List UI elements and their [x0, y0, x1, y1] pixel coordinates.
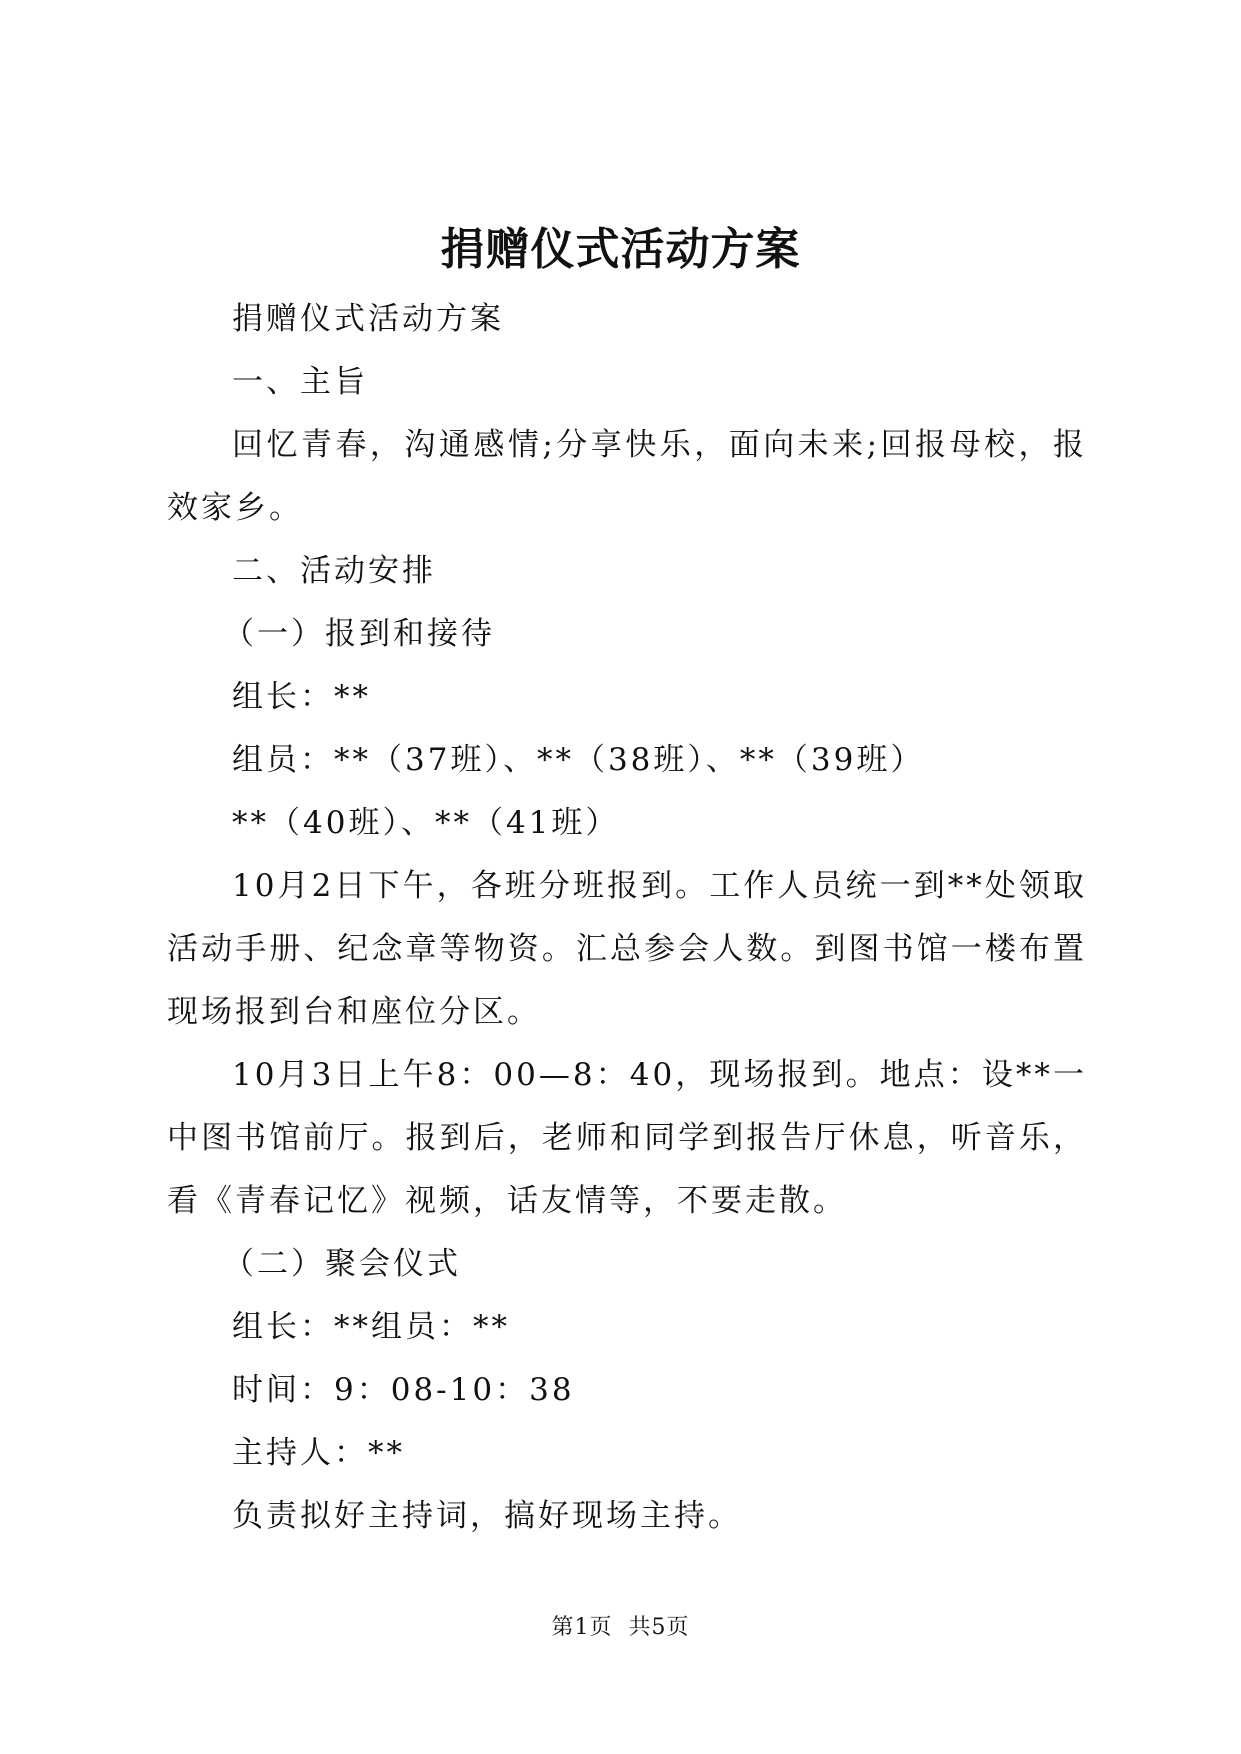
- paragraph-host: 主持人：**: [232, 1435, 405, 1471]
- document-body: [167, 288, 1087, 1548]
- page-footer: [0, 1613, 1241, 1643]
- paragraph-subsection-1-heading: （一）报到和接待: [223, 616, 495, 652]
- paragraph-ceremony-time: 时间：9：08-10：38: [232, 1372, 575, 1408]
- paragraph-group-members: 组员：**（37班）、**（38班）、**（39班）: [232, 742, 925, 778]
- document-title: 捐赠仪式活动方案: [440, 224, 801, 275]
- paragraph-subsection-2-heading: （二）聚会仪式: [223, 1246, 461, 1282]
- paragraph-purpose: 回忆青春，沟通感情;分享快乐，面向未来;回报母校，报效家乡。: [167, 427, 1087, 526]
- paragraph-section-1-heading: 一、主旨: [232, 364, 368, 400]
- paragraph-registration-oct2: 10月2日下午，各班分班报到。工作人员统一到**处领取活动手册、纪念章等物资。汇总参会人数。到图书馆一楼布置现场报到台和座位分区。: [167, 868, 1087, 1030]
- paragraph-ceremony-leaders: 组长：**组员：**: [232, 1309, 510, 1345]
- paragraph-subtitle: 捐赠仪式活动方案: [232, 301, 504, 337]
- paragraph-host-duty: 负责拟好主持词，搞好现场主持。: [232, 1498, 742, 1534]
- paragraph-group-leader: 组长：**: [232, 679, 371, 715]
- paragraph-group-members-cont: **（40班）、**（41班）: [232, 805, 620, 841]
- page-number: 第1页: [551, 1615, 613, 1640]
- page-total: 共5页: [628, 1615, 690, 1640]
- footer-spacer: [613, 1615, 629, 1640]
- paragraph-registration-oct3: 10月3日上午8：00—8：40，现场报到。地点：设**一中图书馆前厅。报到后，老师和同学到报告厅休息，听音乐，看《青春记忆》视频，话友情等，不要走散。: [167, 1057, 1087, 1219]
- paragraph-section-2-heading: 二、活动安排: [232, 553, 436, 589]
